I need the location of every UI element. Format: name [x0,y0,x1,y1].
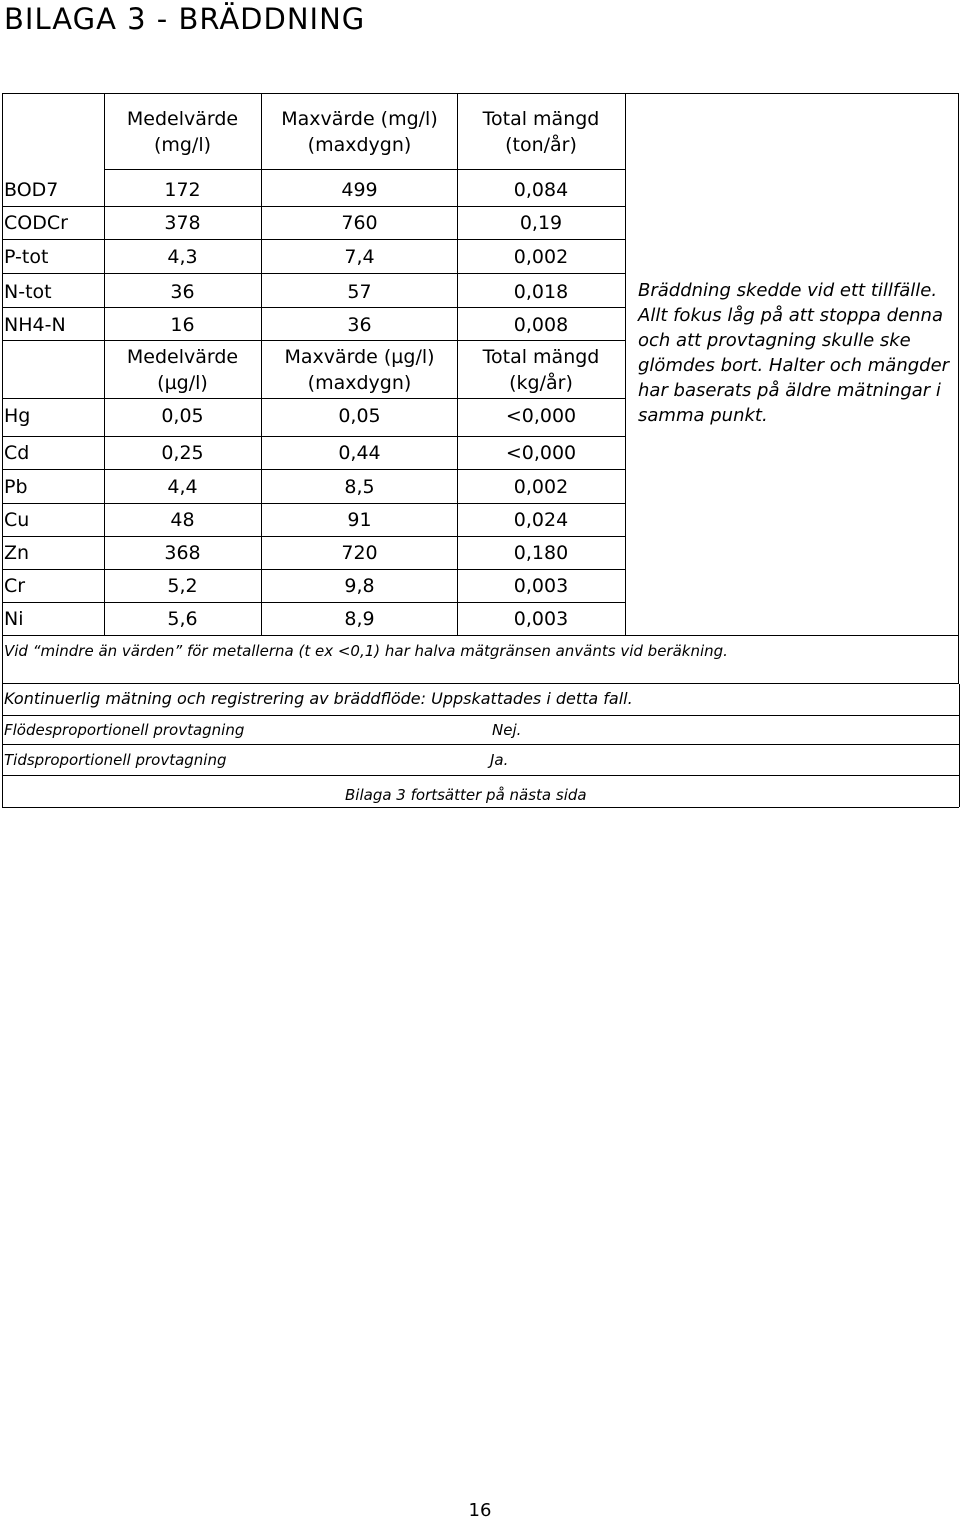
cell-value: 0,002 [513,476,569,498]
cell-value: 0,44 [338,442,381,464]
table-line [2,503,625,504]
table-line [2,715,959,716]
overflow-note: Bräddning skedde vid ett tillfälle. Allt fokus låg på att stoppa denna och att provtagning skulle ske glömdes bort. Halter och mängder har baserats på äldre mätningar i samma punkt. [638,280,950,426]
table-line [2,206,625,207]
row-label: NH4-N [4,314,66,336]
footnote: Vid “mindre än värden” för metallerna (t ex <0,1) har halva mätgränsen använts vid beräkning. [4,642,728,660]
cell-value: 172 [164,179,201,201]
row-label: CODCr [4,212,68,234]
cell-value: 9,8 [344,575,375,597]
cell-value: 16 [170,314,195,336]
row-label: Pb [4,476,28,498]
cell-value: 0,008 [513,314,569,336]
cell-value: 5,2 [167,575,198,597]
cell-value: 720 [341,542,378,564]
cell-value: 368 [164,542,201,564]
row-label: Zn [4,542,30,564]
table-line [2,569,625,570]
row-label: BOD7 [4,179,59,201]
cell-value: 36 [347,314,372,336]
page-title: BILAGA 3 - BRÄDDNING [4,2,366,36]
row-label: Cr [4,575,26,597]
table-line [2,536,625,537]
row-label: Ni [4,608,24,630]
cell-value: 0,003 [513,608,569,630]
sampling-value: Nej. [492,721,522,739]
cell-value: 0,002 [513,246,569,268]
cell-value: 8,9 [344,608,375,630]
cell-value: 57 [347,281,372,303]
header-total-ton: Total mängd (ton/år) [482,108,600,156]
table-line [2,744,959,745]
table-line [2,398,625,399]
header-total-kg: Total mängd (kg/år) [482,346,600,394]
row-label: P-tot [4,246,49,268]
header-mean-ugl: Medelvärde (µg/l) [126,346,239,394]
cell-value: 48 [170,509,195,531]
cell-value: 5,6 [167,608,198,630]
row-label: Cd [4,442,30,464]
cell-value: 760 [341,212,378,234]
continued-note: Bilaga 3 fortsätter på nästa sida [345,786,587,804]
table-line [2,635,959,636]
cell-value: 8,5 [344,476,375,498]
cell-value: 0,024 [513,509,569,531]
cell-value: <0,000 [505,442,577,464]
cell-value: 0,180 [513,542,569,564]
cell-value: 0,084 [513,179,569,201]
header-mean-mgl: Medelvärde (mg/l) [126,108,239,156]
table-line [2,436,625,437]
continuous-measurement-text: Kontinuerlig mätning och registrering av bräddflöde: Uppskattades i detta fall. [4,689,633,708]
table-line [2,307,625,308]
cell-value: 378 [164,212,201,234]
sampling-value: Ja. [490,751,509,769]
cell-value: 0,25 [161,442,204,464]
sampling-label: Flödesproportionell provtagning [4,721,245,739]
cell-value: 91 [347,509,372,531]
table-line [2,684,3,807]
sampling-label: Tidsproportionell provtagning [4,751,227,769]
table-line [2,469,625,470]
table-line [104,169,625,170]
cell-value: 7,4 [344,246,375,268]
header-max-ugl: Maxvärde (µg/l) (maxdygn) [284,346,435,394]
table-line [2,807,959,808]
table-line [2,239,625,240]
table-line [2,602,625,603]
cell-value: 36 [170,281,195,303]
cell-value: 0,003 [513,575,569,597]
header-max-mgl: Maxvärde (mg/l) (maxdygn) [281,108,438,156]
row-label: Cu [4,509,30,531]
cell-value: 4,4 [167,476,198,498]
table-line [2,775,959,776]
cell-value: 0,05 [161,405,204,427]
row-label: N-tot [4,281,52,303]
row-label: Hg [4,405,31,427]
cell-value: 0,018 [513,281,569,303]
table-line [2,273,625,274]
cell-value: 499 [341,179,378,201]
cell-value: <0,000 [505,405,577,427]
table-line [2,340,625,341]
page-number: 16 [468,1500,492,1521]
cell-value: 4,3 [167,246,198,268]
table-line [625,93,626,635]
cell-value: 0,05 [338,405,381,427]
cell-value: 0,19 [519,212,563,234]
